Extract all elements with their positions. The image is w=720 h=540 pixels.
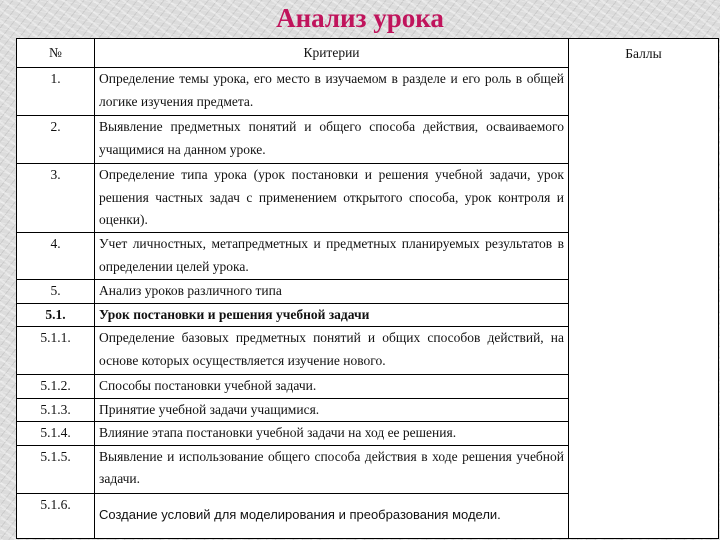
row-criterion: Определение базовых предметных понятий и общих способов действий, на основе которых осуществляется изучение нового. <box>95 327 569 375</box>
row-number: 5.1.1. <box>17 327 95 375</box>
row-criterion: Определение типа урока (урок постановки и решения учебной задачи, урок решения частных задач с применением открытого способа, урок контроля и оценки). <box>95 164 569 233</box>
table-header-row <box>17 39 719 68</box>
header-criteria: Критерии <box>95 39 569 68</box>
row-number: 5.1.5. <box>17 445 95 493</box>
row-criterion: Урок постановки и решения учебной задачи <box>95 303 569 327</box>
row-number: 5. <box>17 280 95 304</box>
row-criterion: Определение темы урока, его место в изучаемом в разделе и его роль в общей логике изучения предмета. <box>95 68 569 116</box>
row-criterion: Создание условий для моделирования и преобразования модели. <box>95 493 569 538</box>
header-scores: Баллы <box>569 39 719 539</box>
row-criterion: Влияние этапа постановки учебной задачи на ход ее решения. <box>95 422 569 446</box>
page-title: Анализ урока <box>276 3 444 33</box>
row-criterion: Анализ уроков различного типа <box>95 280 569 304</box>
row-number: 5.1.3. <box>17 398 95 422</box>
row-number: 5.1.2. <box>17 375 95 399</box>
row-number: 1. <box>17 68 95 116</box>
row-number: 5.1.4. <box>17 422 95 446</box>
header-num: № <box>17 39 95 68</box>
row-criterion: Выявление предметных понятий и общего способа действия, осваиваемого учащимися на данном уроке. <box>95 116 569 164</box>
row-criterion: Учет личностных, метапредметных и предметных планируемых результатов в определении целей урока. <box>95 233 569 280</box>
row-criterion: Принятие учебной задачи учащимися. <box>95 398 569 422</box>
row-number: 5.1. <box>17 303 95 327</box>
row-number: 4. <box>17 233 95 280</box>
row-number: 2. <box>17 116 95 164</box>
row-number: 3. <box>17 164 95 233</box>
row-criterion: Выявление и использование общего способа действия в ходе решения учебной задачи. <box>95 445 569 493</box>
row-number: 5.1.6. <box>17 493 95 538</box>
lesson-analysis-table <box>16 38 719 539</box>
row-criterion: Способы постановки учебной задачи. <box>95 375 569 399</box>
